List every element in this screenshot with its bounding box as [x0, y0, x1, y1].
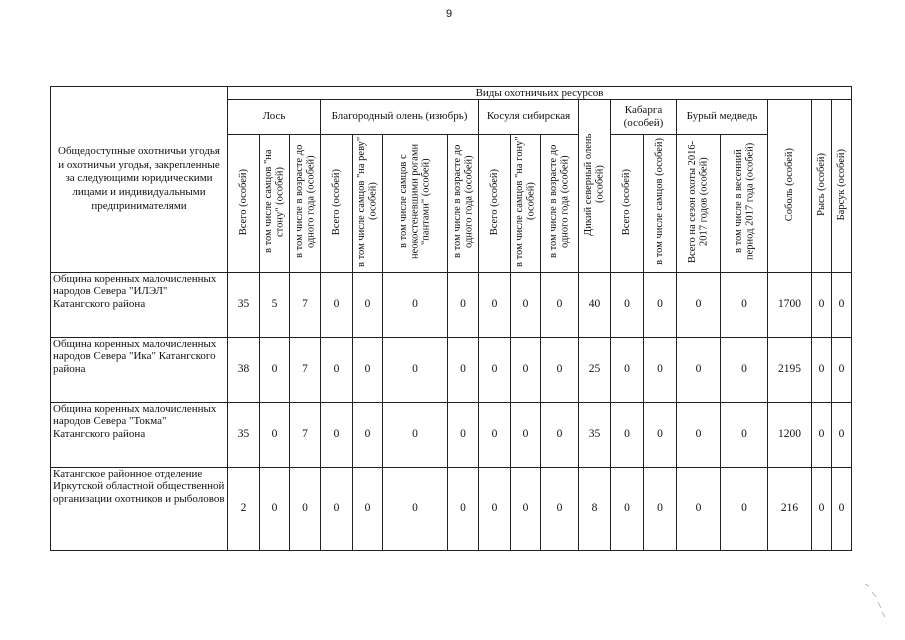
- hunting-resources-table: [50, 86, 852, 551]
- table-cell: 0: [511, 337, 541, 402]
- table-row: [51, 467, 852, 550]
- table-cell: 0: [479, 467, 511, 550]
- header-deer-males-rut: в том числе самцов "на реву" (особей): [353, 135, 383, 272]
- table-cell: 0: [832, 467, 852, 550]
- table-cell: 25: [579, 337, 611, 402]
- header-deer-males-antlers: в том числе самцов с неокостеневшими рогами "пантами" (особей): [383, 135, 448, 272]
- table-cell: 0: [321, 337, 353, 402]
- table-cell: 35: [228, 402, 260, 467]
- table-cell: 0: [644, 337, 677, 402]
- header-elk-young: в том числе в возрасте до одного года (особей): [290, 135, 321, 272]
- table-cell: 0: [832, 272, 852, 337]
- table-cell: 0: [812, 337, 832, 402]
- table-cell: 0: [321, 272, 353, 337]
- table-cell: 0: [448, 402, 479, 467]
- organization-name: Община коренных малочисленных народов Севера "Ика" Катангского района: [51, 337, 228, 402]
- table-cell: 0: [321, 467, 353, 550]
- table-cell: 1700: [768, 272, 812, 337]
- table-cell: 0: [677, 337, 721, 402]
- table-cell: 0: [644, 402, 677, 467]
- organization-name: Община коренных малочисленных народов Севера "ИЛЭЛ" Катангского района: [51, 272, 228, 337]
- table-cell: 0: [677, 467, 721, 550]
- table-cell: 35: [579, 402, 611, 467]
- table-cell: 0: [677, 272, 721, 337]
- corner-header: Общедоступные охотничьи угодья и охотничьи угодья, закрепленные за следующими юридическими лицами и индивидуальными предпринимателями: [51, 87, 228, 273]
- table-cell: 0: [260, 467, 290, 550]
- table-cell: 0: [812, 272, 832, 337]
- header-bear-season: Всего на сезон охоты 2016-2017 годов (особей): [677, 135, 721, 272]
- table-cell: 0: [353, 272, 383, 337]
- table-row: [51, 272, 852, 337]
- table-cell: 216: [768, 467, 812, 550]
- table-cell: 0: [832, 402, 852, 467]
- table-cell: 0: [611, 272, 644, 337]
- table-cell: 0: [353, 467, 383, 550]
- table-cell: 0: [511, 402, 541, 467]
- pencil-mark: [862, 580, 888, 620]
- table-cell: 0: [511, 467, 541, 550]
- table-cell: 0: [479, 337, 511, 402]
- table-cell: 0: [541, 337, 579, 402]
- header-elk-males: в том числе самцов "на стону" (особей): [260, 135, 290, 272]
- header-roe-total: Всего (особей): [479, 135, 511, 272]
- table-cell: 0: [511, 272, 541, 337]
- table-cell: 0: [644, 272, 677, 337]
- table-title: Виды охотничьих ресурсов: [228, 87, 852, 100]
- table-cell: 38: [228, 337, 260, 402]
- table-cell: 0: [721, 402, 768, 467]
- table-cell: 8: [579, 467, 611, 550]
- table-cell: 7: [290, 402, 321, 467]
- table-cell: 0: [448, 467, 479, 550]
- header-roe-males: в том числе самцов "на гону" (особей): [511, 135, 541, 272]
- header-deer-total: Всего (особей): [321, 135, 353, 272]
- group-brown-bear: Бурый медведь: [677, 100, 768, 135]
- organization-name: Катангское районное отделение Иркутской областной общественной организации охотников и рыболовов: [51, 467, 228, 550]
- table-cell: 40: [579, 272, 611, 337]
- table-cell: 0: [260, 337, 290, 402]
- table-cell: 0: [611, 467, 644, 550]
- table-cell: 7: [290, 272, 321, 337]
- header-wild-reindeer: Дикий северный олень (особей): [579, 100, 611, 272]
- header-musk-males: в том числе самцов (особей): [644, 135, 677, 272]
- table-cell: 0: [644, 467, 677, 550]
- header-musk-total: Всего (особей): [611, 135, 644, 272]
- header-elk-total: Всего (особей): [228, 135, 260, 272]
- group-red-deer: Благородный олень (изюбрь): [321, 100, 479, 135]
- header-roe-young: в том числе в возрасте до одного года (особей): [541, 135, 579, 272]
- table-cell: 1200: [768, 402, 812, 467]
- table-cell: 0: [721, 272, 768, 337]
- table-cell: 7: [290, 337, 321, 402]
- table-cell: 0: [677, 402, 721, 467]
- group-elk: Лось: [228, 100, 321, 135]
- table-cell: 0: [721, 467, 768, 550]
- table-cell: 35: [228, 272, 260, 337]
- table-cell: 0: [541, 467, 579, 550]
- table-cell: 0: [812, 402, 832, 467]
- header-lynx: Рысь (особей): [812, 100, 832, 272]
- header-sable: Соболь (особей): [768, 100, 812, 272]
- page-number: 9: [446, 8, 453, 20]
- header-deer-young: в том числе в возрасте до одного года (особей): [448, 135, 479, 272]
- table-cell: 2195: [768, 337, 812, 402]
- table-cell: 0: [812, 467, 832, 550]
- table-cell: 0: [290, 467, 321, 550]
- table-cell: 0: [383, 467, 448, 550]
- table-cell: 5: [260, 272, 290, 337]
- table-cell: 0: [541, 402, 579, 467]
- table-cell: 0: [832, 337, 852, 402]
- header-bear-spring: в том числе в весенний период 2017 года (особей): [721, 135, 768, 272]
- group-roe-deer: Косуля сибирская: [479, 100, 579, 135]
- table-cell: 0: [541, 272, 579, 337]
- table-cell: 0: [479, 402, 511, 467]
- table-cell: 0: [448, 337, 479, 402]
- table-cell: 0: [353, 337, 383, 402]
- table-cell: 2: [228, 467, 260, 550]
- group-musk-deer: Кабарга (особей): [611, 100, 677, 135]
- table-cell: 0: [721, 337, 768, 402]
- table-row: [51, 337, 852, 402]
- table-cell: 0: [611, 337, 644, 402]
- table-cell: 0: [448, 272, 479, 337]
- table-cell: 0: [383, 272, 448, 337]
- organization-name: Община коренных малочисленных народов Севера "Токма" Катангского района: [51, 402, 228, 467]
- table-cell: 0: [611, 402, 644, 467]
- header-badger: Барсук (особей): [832, 100, 852, 272]
- table-cell: 0: [353, 402, 383, 467]
- table-cell: 0: [260, 402, 290, 467]
- table-cell: 0: [321, 402, 353, 467]
- table-cell: 0: [383, 402, 448, 467]
- table-row: [51, 402, 852, 467]
- table-cell: 0: [383, 337, 448, 402]
- table-cell: 0: [479, 272, 511, 337]
